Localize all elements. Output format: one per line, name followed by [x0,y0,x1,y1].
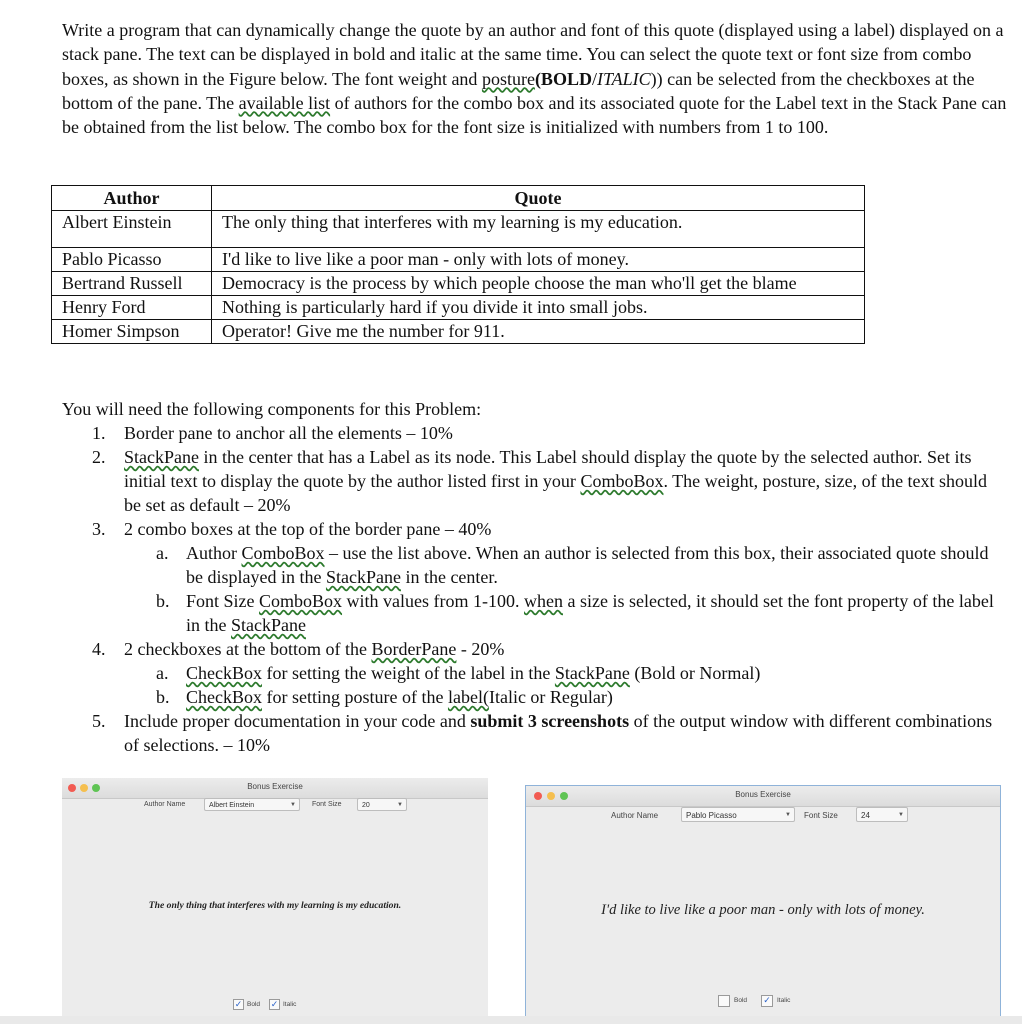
sub-list-item [124,589,1007,637]
italic-checkbox[interactable]: ✓ [270,999,279,1009]
quote-label: I'd like to live like a poor man - only with lots of money. [601,902,925,918]
list-item-text: in the center. [400,567,498,587]
term-combobox: ComboBox [241,543,325,563]
author-cell: Henry Ford [52,296,212,320]
requirements-section [62,397,1007,757]
list-item-text: Font Size [186,591,260,611]
window-titlebar [526,786,1000,807]
font-size-combobox-value: 24 [861,811,870,820]
list-item [62,637,1007,709]
table-row [52,296,865,320]
intro-text [62,18,1007,139]
requirements-list [62,421,1007,757]
intro-slash: / [591,68,597,89]
term-checkbox: CheckBox [186,663,262,683]
italic-checkbox-label: Italic [283,1001,297,1008]
list-item-text: Border pane to anchor all the elements – 10% [124,423,453,443]
requirements-heading: You will need the following components for this Problem: [62,399,482,419]
bold-checkbox-label: Bold [734,997,748,1004]
table-header-row [52,186,865,211]
sub-list-item [124,541,1007,589]
sub-list-item [124,661,1007,685]
list-item-text: 2 combo boxes at the top of the border pane – 40% [124,519,492,539]
list-item [62,445,1007,517]
chevron-down-icon: ▼ [397,802,403,808]
term-checkbox: CheckBox [186,687,262,707]
italic-checkbox[interactable]: ✓ [761,995,773,1007]
quote-cell: The only thing that interferes with my learning is my education. [212,211,865,248]
author-quote-table [51,185,865,344]
screenshot-window-1 [62,778,488,1016]
sub-list-item [124,685,1007,709]
window-titlebar [62,778,488,799]
list-item-text: – use the list above. When an author is selected from this box, their associated quote should be displayed in the [186,543,989,587]
list-item-text: 2 checkboxes at the bottom of the [124,639,372,659]
list-item-text: in the center that has a Label as its node. This Label should display the quote by the selected author. Set its initial text to display the quote by the author listed first in your [124,447,972,491]
sub-list-letter: b. [156,591,170,611]
intro-italic-word: ITALIC [596,68,651,89]
intro-posture-word: posture [481,68,535,89]
author-name-label: Author Name [611,811,659,820]
list-number: 4. [92,639,106,659]
list-number: 5. [92,711,106,731]
list-item-text: of the output window with different combinations of selections. – 10% [124,711,993,755]
term-combobox: ComboBox [580,471,664,491]
bold-phrase: submit 3 screenshots [470,711,630,731]
list-item-text: - 20% [456,639,505,659]
term-stackpane: StackPane [124,447,199,467]
sub-list-letter: b. [156,687,170,707]
list-item-text: Author [186,543,242,563]
quote-label: The only thing that interferes with my learning is my education. [148,900,402,911]
list-item [62,709,1007,757]
list-item [62,421,1007,445]
term-when: when [524,591,563,611]
italic-checkbox-label: Italic [777,997,791,1004]
intro-part-3: of authors for the combo box and its associated quote for the Label text in the Stack Pane can be obtained from the list below. The combo box for the font size is initialized with numbers from 1 to 100. [62,92,1007,138]
author-cell: Albert Einstein [52,211,212,248]
sub-list [124,541,1007,637]
list-number: 2. [92,447,106,467]
table-row [52,320,865,344]
chevron-down-icon: ▼ [785,812,791,818]
list-item-text: a size is selected, it should set the font property of the label in the [186,591,994,635]
quote-cell: Democracy is the process by which people choose the man who'll get the blame [212,272,865,296]
list-item-text: Italic or Regular) [488,687,613,707]
window-title: Bonus Exercise [247,782,303,791]
author-combobox-value: Albert Einstein [209,802,255,809]
table-row [52,211,865,248]
term-label: label( [447,687,489,707]
sub-list-letter: a. [156,543,169,563]
list-item [62,517,1007,637]
author-cell: Bertrand Russell [52,272,212,296]
quote-cell: I'd like to live like a poor man - only with lots of money. [212,248,865,272]
term-combobox: ComboBox [259,591,343,611]
term-stackpane: StackPane [325,567,401,587]
table-row [52,248,865,272]
bold-checkbox[interactable] [718,995,730,1007]
term-stackpane: StackPane [231,615,306,635]
intro-part-2: )) can be selected from the checkboxes at the bottom of the pane. The [62,68,975,113]
author-name-label: Author Name [144,801,186,808]
intro-part-1: Write a program that can dynamically change the quote by an author and font of this quote (displayed using a label) displayed on a stack pane. The text can be displayed in bold and italic at the same time. You can select the quote text or font size from combo boxes, as shown in the Figure below. The font weight and [62,20,1004,89]
font-size-label: Font Size [312,801,342,808]
list-item-text: Include proper documentation in your code and [124,711,471,731]
bold-checkbox-label: Bold [247,1001,261,1008]
list-item-text: for setting the weight of the label in the [262,663,555,683]
font-size-combobox[interactable] [856,807,908,822]
list-number: 1. [92,423,106,443]
author-combobox[interactable] [204,798,300,811]
intro-paragraph [62,18,1007,139]
list-number: 3. [92,519,106,539]
term-borderpane: BorderPane [371,639,457,659]
font-size-label: Font Size [804,811,838,820]
list-item-text: with values from 1-100. [342,591,524,611]
bold-checkbox[interactable]: ✓ [234,999,243,1009]
list-item-text: . The weight, posture, size, of the text should be set as default – 20% [124,471,988,515]
screenshot-window-2 [525,785,1001,1018]
chevron-down-icon: ▼ [898,812,904,818]
sub-list [124,661,1007,709]
chevron-down-icon: ▼ [290,802,296,808]
quote-cell: Operator! Give me the number for 911. [212,320,865,344]
quote-cell: Nothing is particularly hard if you divide it into small jobs. [212,296,865,320]
header-quote: Quote [212,186,865,211]
author-combobox-value: Pablo Picasso [686,811,737,820]
sub-list-letter: a. [156,663,169,683]
window-title: Bonus Exercise [735,790,791,799]
font-size-combobox-value: 20 [362,802,370,809]
list-item-text: (Bold or Normal) [629,663,761,683]
font-size-combobox[interactable] [357,798,407,811]
list-item-text: for setting posture of the [262,687,448,707]
author-cell: Homer Simpson [52,320,212,344]
author-cell: Pablo Picasso [52,248,212,272]
author-combobox[interactable] [681,807,795,822]
table-row [52,272,865,296]
header-author: Author [52,186,212,211]
intro-available-list: available list [238,92,331,113]
page-bottom-strip [0,1016,1022,1024]
intro-bold-word: (BOLD [534,68,592,89]
term-stackpane: StackPane [554,663,630,683]
